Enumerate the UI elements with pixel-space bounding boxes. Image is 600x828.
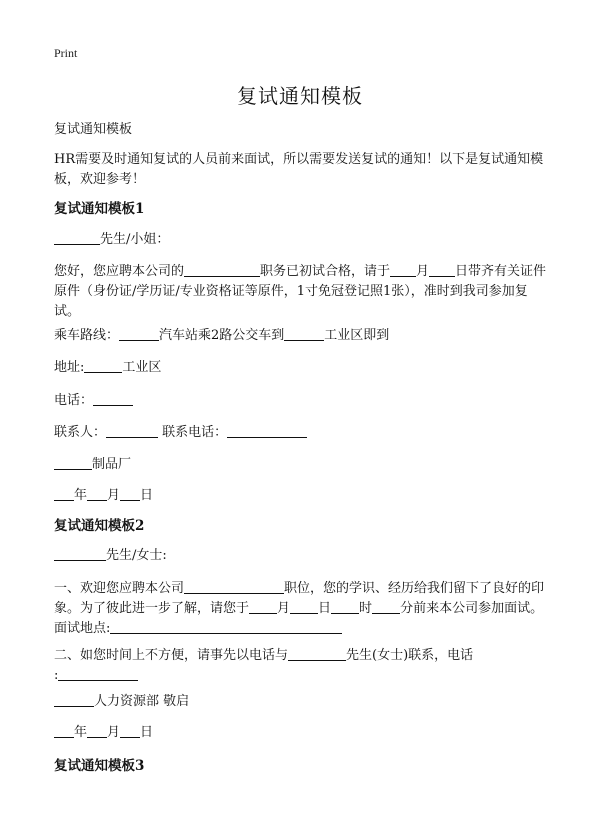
template2-heading: 复试通知模板2 — [54, 518, 145, 534]
template1-factory: 制品厂 — [54, 455, 550, 475]
template2-date: 年 月 日 — [54, 723, 550, 743]
template1-body: 您好，您应聘本公司的 职务已初试合格，请于 月 日带齐有关证件原件（身份证/学历证/专业资格证等原件，1寸免冠登记照1张），准时到我司参加复试。 — [54, 264, 547, 319]
template1-contact: 联系人： 联系电话： — [54, 423, 550, 443]
template2-salutation: 先生/女士: — [54, 546, 550, 566]
template2-contact: 二、如您时间上不方便，请事先以电话与 先生(女士)联系，电话 : — [54, 648, 474, 683]
template1-route: 乘车路线： 汽车站乘2路公交车到 工业区即到 — [54, 328, 390, 343]
page-title: 复试通知模板 — [237, 84, 363, 108]
document-subtitle: 复试通知模板 — [54, 122, 133, 137]
template1-heading: 复试通知模板1 — [54, 201, 145, 217]
template2-body: 一、欢迎您应聘本公司 职位，您的学识、经历给我们留下了良好的印象。为了彼此进一步了解，请您于 月 日 时 分前来本公司参加面试。面试地点: — [54, 581, 545, 636]
template1-salutation: 先生/小姐： — [54, 230, 550, 250]
intro-paragraph: HR需要及时通知复试的人员前来面试，所以需要发送复试的通知！以下是复试通知模板，欢迎参考！ — [54, 152, 544, 187]
template1-address: 地址: 工业区 — [54, 360, 162, 375]
template2-sign: 人力资源部 敬启 — [54, 692, 550, 712]
template3-heading: 复试通知模板3 — [54, 758, 145, 774]
template1-phone: 电话： — [54, 391, 550, 411]
print-link[interactable]: Print — [54, 46, 78, 60]
template1-date: 年 月 日 — [54, 486, 550, 506]
